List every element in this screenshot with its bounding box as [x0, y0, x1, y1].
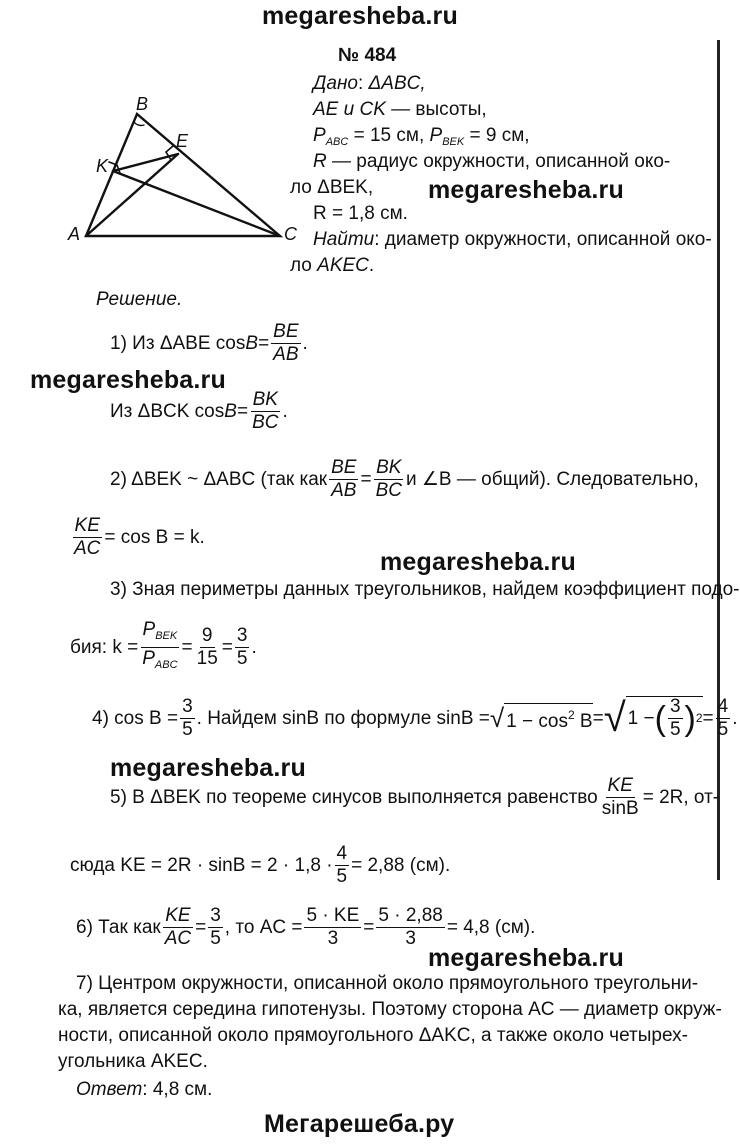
answer: Ответ: 4,8 см.	[76, 1079, 213, 1100]
fraction: $\frac{5 \cdot KE}{3}$	[306, 905, 360, 949]
solution-label: Решение.	[96, 289, 183, 310]
fraction: $\frac{4}{5}$	[336, 843, 348, 887]
fraction: $\frac{3}{5}$	[669, 696, 681, 740]
watermark-top: megaresheba.ru	[262, 2, 458, 30]
altitude-ck	[113, 171, 280, 236]
fraction: $\frac{KE}{AC}$	[164, 905, 192, 949]
watermark: megaresheba.ru	[428, 944, 624, 972]
watermark-bottom: Мегарешеба.ру	[264, 1110, 455, 1138]
sqrt-sign: √	[489, 702, 505, 733]
fraction: $\frac{BE}{AB}$	[273, 321, 299, 365]
step-5: 5) В ΔBEK по теореме синусов выполняется равенство $\frac{KE}{\sin B}$ = 2R, от-	[110, 775, 720, 819]
triangle-figure	[68, 94, 304, 254]
step-7-line-2: ка, является середина гипотенузы. Поэтому сторона AC — диаметр окруж-	[58, 999, 722, 1020]
step-1a: 1) Из ΔABE cos B = $\frac{BE}{AB}$ .	[110, 321, 308, 365]
step-7-line-3: ности, описанной около прямоугольного ΔAKC, а также около четырех-	[58, 1025, 688, 1046]
fraction: $\frac{3}{5}$	[236, 625, 248, 669]
label-e: E	[176, 131, 189, 151]
fraction: $\frac{KE}{AC}$	[74, 515, 101, 559]
given-line-5: ло ΔBEK,	[290, 177, 374, 198]
step-2b: $\frac{KE}{AC}$ = cos B = k.	[74, 515, 205, 559]
problem-number: № 484	[338, 45, 397, 66]
step-3-line-2: бия: k = $\frac{P_{BEK}}{P_{ABC}}$ = $\frac{9}{15}$ = $\frac{3}{5}$ .	[70, 620, 257, 675]
sqrt-content: $1 - \cos^2 B$	[504, 703, 592, 733]
step-1b: Из ΔBCK cos B = $\frac{BK}{BC}$ .	[110, 389, 288, 433]
step-7-line-4: угольника AKEC.	[58, 1051, 208, 1072]
label-k: K	[96, 156, 109, 176]
step-3-line-1: 3) Зная периметры данных треугольников, найдем коэффициент подо-	[110, 579, 740, 600]
page-edge-line	[717, 40, 720, 880]
step-7-line-1: 7) Центром окружности, описанной около прямоугольного треугольни-	[76, 973, 699, 994]
fraction: $\frac{9}{15}$	[196, 625, 218, 669]
fraction: $\frac{3}{5}$	[210, 905, 221, 949]
fraction: $\frac{3}{5}$	[182, 695, 193, 740]
fraction: $\frac{P_{BEK}}{P_{ABC}}$	[142, 619, 178, 671]
given-line-2: AE и CK — высоты,	[313, 99, 487, 120]
step-4: 4) cos B = $\frac{3}{5}$ . Найдем sinB по формуле sinB = √ $1 - \cos^2 B$ = √ 1 − ( $\frac{3}{5}$ ) 2 = $\frac{4}{5}$ .	[92, 695, 738, 740]
label-c: C	[284, 224, 297, 244]
step-5b: сюда KE = 2R · sinB = 2 · 1,8 · $\frac{4}{5}$ = 2,88 (см).	[70, 843, 451, 887]
step-6: 6) Так как $\frac{KE}{AC}$ = $\frac{3}{5}$ , то AC = $\frac{5 \cdot KE}{3}$ = $\frac{5 \cdot 2,88}{3}$ = 4,8 (см).	[76, 905, 536, 949]
fraction: $\frac{5 \cdot 2,88}{3}$	[378, 905, 443, 949]
find-line-2: ло AKEC.	[290, 255, 375, 276]
fraction: $\frac{BK}{BC}$	[375, 457, 402, 501]
fraction: $\frac{KE}{\sin B}$	[601, 775, 639, 819]
fraction: $\frac{4}{5}$	[717, 695, 729, 740]
given-line-1: Дано: ΔABC,	[313, 73, 426, 94]
find-line-1: Найти: диаметр окружности, описанной око-	[313, 229, 712, 250]
label-a: A	[68, 224, 81, 244]
fraction: $\frac{BE}{AB}$	[331, 457, 357, 501]
label-b: B	[136, 94, 149, 114]
watermark: megaresheba.ru	[110, 754, 306, 782]
sqrt-content: 1 − ( $\frac{3}{5}$ ) 2	[627, 696, 703, 740]
angle-arc-b	[134, 122, 144, 125]
given-line-4: R — радиус окружности, описанной око-	[313, 151, 671, 172]
watermark: megaresheba.ru	[380, 548, 576, 576]
sqrt-sign: √	[603, 695, 626, 740]
step-2: 2) ΔBEK ~ ΔABC (так как $\frac{BE}{AB}$ = $\frac{BK}{BC}$ и ∠B — общий). Следовательно,	[110, 457, 699, 501]
watermark: megaresheba.ru	[428, 176, 624, 204]
watermark: megaresheba.ru	[30, 366, 226, 394]
fraction: $\frac{BK}{BC}$	[252, 389, 279, 433]
given-line-3: $P_{ABC} = 15$ см, $P_{BEK} = 9$ см,	[313, 125, 530, 148]
given-line-6: R = 1,8 см.	[313, 203, 408, 224]
